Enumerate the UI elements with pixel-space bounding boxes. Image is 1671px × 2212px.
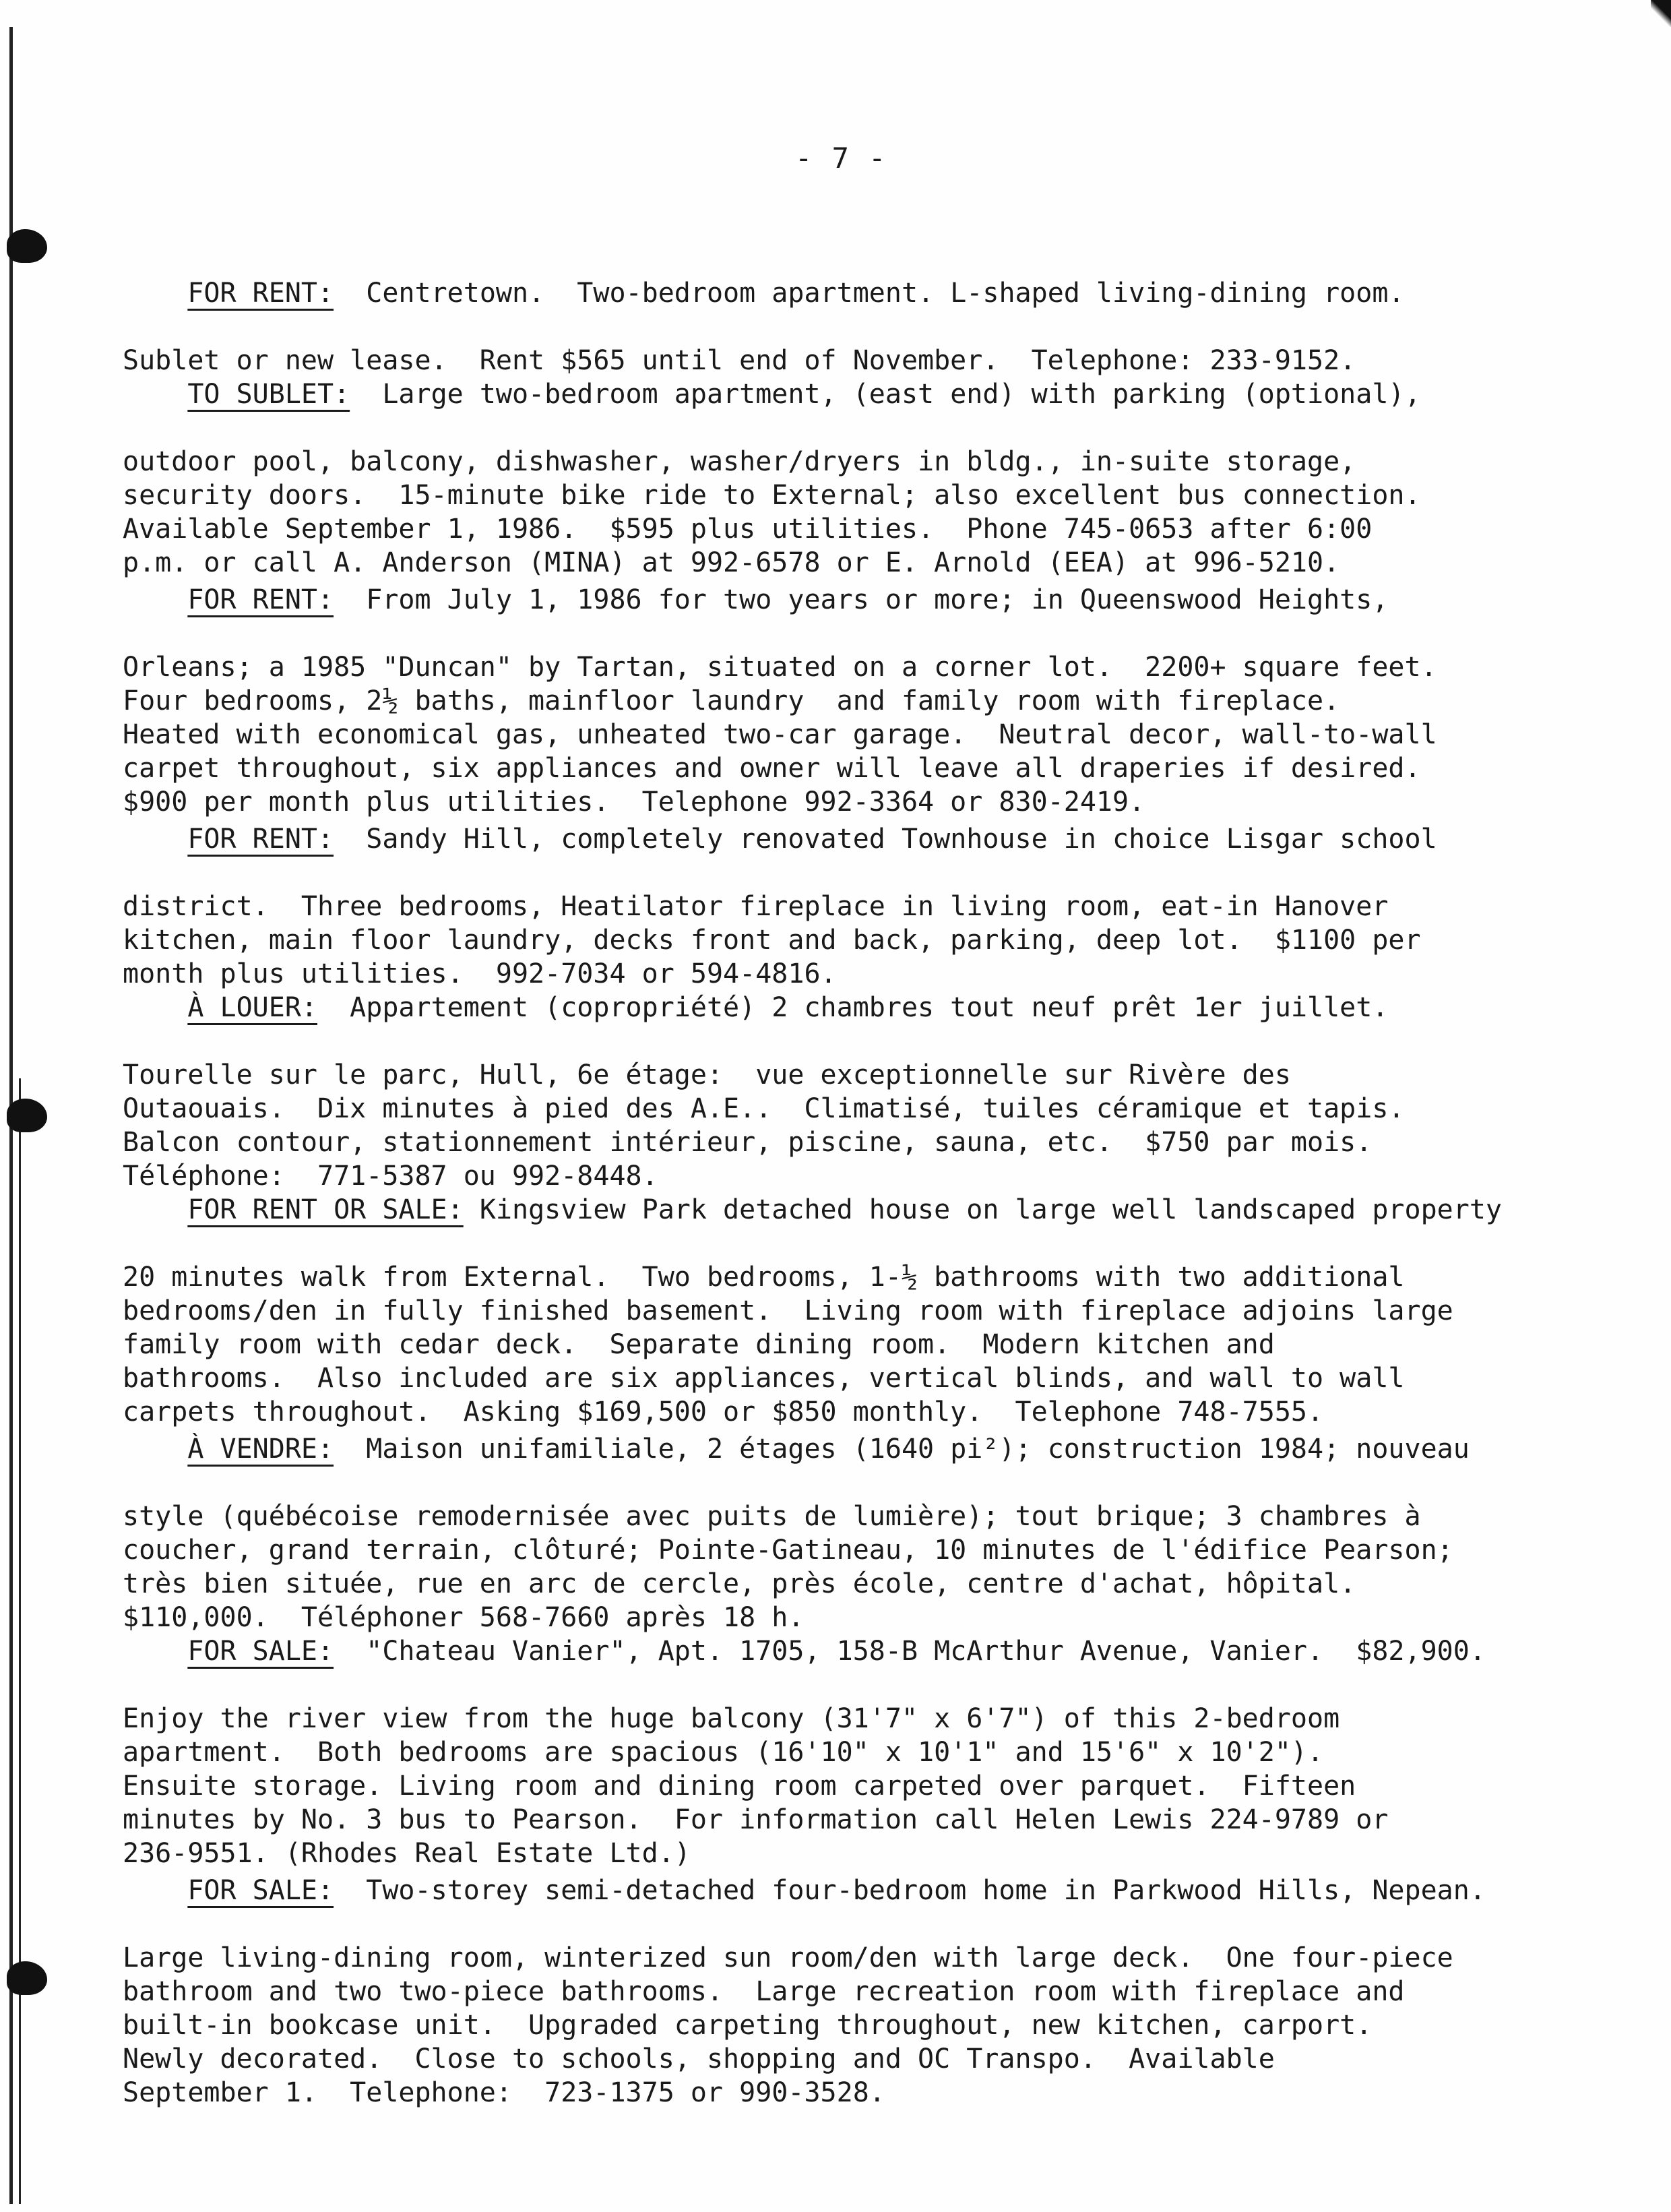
ad-line: Available September 1, 1986. $595 plus utilities. Phone 745-0653 after 6:00: [123, 514, 1373, 545]
ad-line: family room with cedar deck. Separate dining room. Modern kitchen and: [123, 1329, 1275, 1360]
page-number: - 7 -: [795, 142, 887, 175]
ad-line: style (québécoise remodernisée avec puits de lumière); tout brique; 3 chambres à: [123, 1501, 1421, 1532]
ad-line: $900 per month plus utilities. Telephone 992-3364 or 830-2419.: [123, 787, 1145, 818]
ad-line: 236-9551. (Rhodes Real Estate Ltd.): [123, 1838, 691, 1869]
ad-line: bathrooms. Also included are six appliances, vertical blinds, and wall to wall: [123, 1363, 1405, 1394]
ad-line: coucher, grand terrain, clôturé; Pointe-Gatineau, 10 minutes de l'édifice Pearson;: [123, 1535, 1453, 1566]
ad-line: month plus utilities. 992-7034 or 594-4816.: [123, 958, 837, 989]
ad-line: From July 1, 1986 for two years or more; in Queenswood Heights,: [334, 584, 1389, 615]
binder-edge-inner: [19, 1078, 21, 2204]
ad-line: kitchen, main floor laundry, decks front and back, parking, deep lot. $1100 per: [123, 925, 1421, 956]
ad-line: Tourelle sur le parc, Hull, 6e étage: vue exceptionnelle sur Rivère des: [123, 1059, 1291, 1090]
ad-line: security doors. 15-minute bike ride to External; also excellent bus connection.: [123, 480, 1421, 511]
ad-line: bedrooms/den in fully finished basement. Living room with fireplace adjoins large: [123, 1295, 1453, 1326]
ad-line: p.m. or call A. Anderson (MINA) at 992-6578 or E. Arnold (EEA) at 996-5210.: [123, 547, 1340, 578]
ad-line: Ensuite storage. Living room and dining room carpeted over parquet. Fifteen: [123, 1771, 1356, 1802]
ad-line: Maison unifamiliale, 2 étages (1640 pi²); construction 1984; nouveau: [334, 1434, 1470, 1465]
ad-line: Two-storey semi-detached four-bedroom home in Parkwood Hills, Nepean.: [334, 1875, 1486, 1906]
ad-line: bathroom and two two-piece bathrooms. Large recreation room with fireplace and: [123, 1976, 1405, 2007]
ad-line: Kingsview Park detached house on large well landscaped property: [463, 1194, 1502, 1225]
ad-line: 20 minutes walk from External. Two bedrooms, 1-½ bathrooms with two additional: [123, 1262, 1405, 1293]
ad-line: Newly decorated. Close to schools, shopping and OC Transpo. Available: [123, 2044, 1275, 2075]
ad-line: Téléphone: 771-5387 ou 992-8448.: [123, 1161, 658, 1192]
ad-line: Heated with economical gas, unheated two-car garage. Neutral decor, wall-to-wall: [123, 719, 1437, 750]
ad-heading: TO SUBLET:: [187, 379, 350, 410]
ad-line: district. Three bedrooms, Heatilator fireplace in living room, eat-in Hanover: [123, 891, 1389, 922]
ad-line: très bien située, rue en arc de cercle, près école, centre d'achat, hôpital.: [123, 1568, 1356, 1599]
ad-heading: FOR RENT:: [187, 584, 334, 615]
binder-hole: [7, 229, 47, 263]
ad-line: "Chateau Vanier", Apt. 1705, 158-B McArthur Avenue, Vanier. $82,900.: [334, 1636, 1486, 1667]
ad-line: Appartement (copropriété) 2 chambres tout neuf prêt 1er juillet.: [317, 992, 1389, 1023]
ad-line: Large living-dining room, winterized sun room/den with large deck. One four-piece: [123, 1942, 1453, 1973]
ad-line: Large two-bedroom apartment, (east end) with parking (optional),: [350, 379, 1421, 410]
ad-line: Four bedrooms, 2½ baths, mainfloor laundry and family room with fireplace.: [123, 685, 1340, 716]
ad-line: Sublet or new lease. Rent $565 until end of November. Telephone: 233-9152.: [123, 345, 1356, 376]
classified-ad: [123, 1840, 1524, 2177]
binder-hole: [7, 1099, 47, 1132]
ad-heading: À LOUER:: [187, 992, 317, 1023]
ad-line: Sandy Hill, completely renovated Townhouse in choice Lisgar school: [334, 824, 1437, 855]
ad-line: Centretown. Two-bedroom apartment. L-shaped living-dining room.: [334, 278, 1405, 309]
ad-line: $110,000. Téléphoner 568-7660 après 18 h.: [123, 1602, 805, 1633]
ad-line: outdoor pool, balcony, dishwasher, washer/dryers in bldg., in-suite storage,: [123, 446, 1356, 477]
ad-line: built-in bookcase unit. Upgraded carpeting throughout, new kitchen, carport.: [123, 2010, 1373, 2041]
ad-heading: FOR RENT OR SALE:: [187, 1194, 464, 1225]
ad-line: carpets throughout. Asking $169,500 or $850 monthly. Telephone 748-7555.: [123, 1396, 1324, 1427]
ad-line: Enjoy the river view from the huge balcony (31'7" x 6'7") of this 2-bedroom: [123, 1703, 1340, 1734]
ad-line: Outaouais. Dix minutes à pied des A.E.. Climatisé, tuiles céramique et tapis.: [123, 1093, 1405, 1124]
ad-heading: FOR RENT:: [187, 824, 334, 855]
ad-heading: FOR SALE:: [187, 1636, 334, 1667]
ad-heading: FOR RENT:: [187, 278, 334, 309]
ad-heading: À VENDRE:: [187, 1434, 334, 1465]
ad-line: minutes by No. 3 bus to Pearson. For information call Helen Lewis 224-9789 or: [123, 1804, 1389, 1835]
ad-heading: FOR SALE:: [187, 1875, 334, 1906]
ad-line: Orleans; a 1985 "Duncan" by Tartan, situated on a corner lot. 2200+ square feet.: [123, 652, 1437, 683]
binder-hole: [7, 1961, 47, 1995]
ad-line: apartment. Both bedrooms are spacious (16'10" x 10'1" and 15'6" x 10'2").: [123, 1737, 1324, 1768]
ad-line: Balcon contour, stationnement intérieur, piscine, sauna, etc. $750 par mois.: [123, 1127, 1373, 1158]
ad-line: carpet throughout, six appliances and owner will leave all draperies if desired.: [123, 753, 1421, 784]
ad-line: September 1. Telephone: 723-1375 or 990-3528.: [123, 2077, 885, 2108]
scan-corner-shadow: [1651, 0, 1671, 27]
